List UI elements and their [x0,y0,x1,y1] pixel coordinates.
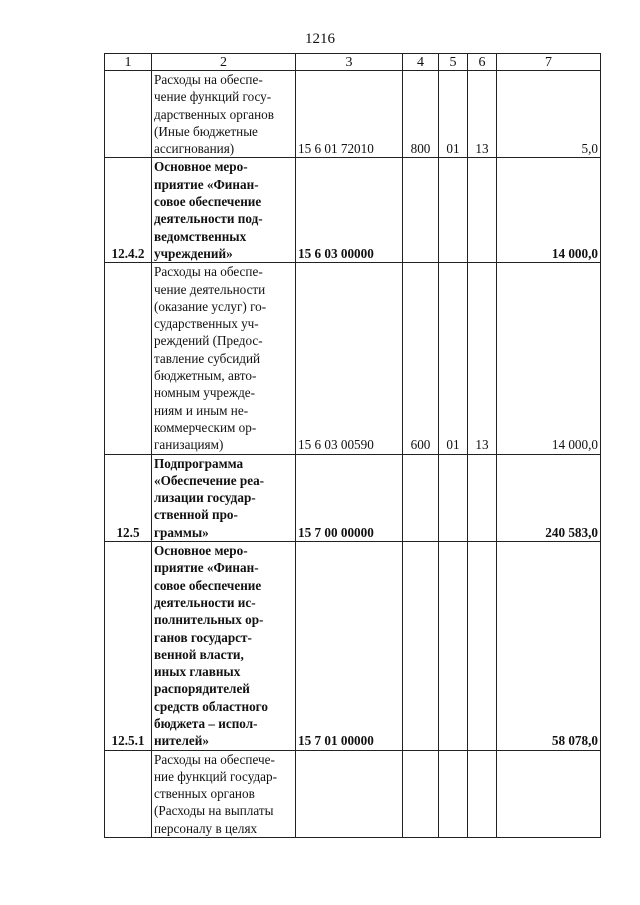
table-row [105,454,601,541]
column-header: 5 [439,54,468,71]
row-name-line: деятельности ис- [154,594,256,610]
row-name-line: средств областного [154,698,268,714]
row-number [105,263,152,454]
row-name-line: Подпрограмма [154,455,244,471]
row-name [152,71,296,158]
expense-type [403,542,439,751]
section-code [439,750,468,837]
row-name-line: реждений (Предос- [154,333,263,349]
amount: 14 000,0 [497,158,601,263]
row-name-line: (Иные бюджетные [154,123,258,139]
column-header: 7 [497,54,601,71]
budget-code: 15 6 03 00000 [296,158,403,263]
row-name-line: ганов государст- [154,629,252,645]
table-row [105,71,601,158]
subsection-code [468,750,497,837]
row-number: 12.5 [105,454,152,541]
row-name-line: нителей» [154,733,209,749]
row-name [152,158,296,263]
row-name-line: распорядителей [154,681,250,697]
row-name-line: (оказание услуг) го- [154,298,267,314]
subsection-code: 13 [468,71,497,158]
budget-code: 15 6 03 00590 [296,263,403,454]
subsection-code [468,158,497,263]
row-name [152,750,296,837]
row-number: 12.5.1 [105,542,152,751]
column-header: 1 [105,54,152,71]
column-header: 2 [152,54,296,71]
amount: 58 078,0 [497,542,601,751]
table-row [105,542,601,751]
row-name-line: персоналу в целях [154,820,258,836]
budget-code [296,750,403,837]
row-name-line: Расходы на обеспе- [154,72,263,87]
row-name-line: деятельности под- [154,211,263,227]
row-name-line: совое обеспечение [154,577,262,593]
amount: 14 000,0 [497,263,601,454]
subsection-code [468,454,497,541]
column-header: 4 [403,54,439,71]
row-name-line: ние функций государ- [154,768,278,784]
row-name-line: граммы» [154,524,209,540]
row-name-line: дарственных органов [154,106,274,122]
row-name [152,454,296,541]
expense-type [403,750,439,837]
table-row [105,750,601,837]
expense-type: 800 [403,71,439,158]
row-name-line: чение функций госу- [154,89,272,105]
row-number [105,71,152,158]
table-row [105,158,601,263]
expense-type: 600 [403,263,439,454]
row-name-line: Основное меро- [154,543,248,559]
section-code [439,542,468,751]
budget-code: 15 7 01 00000 [296,542,403,751]
row-name-line: венной власти, [154,646,244,662]
amount: 5,0 [497,71,601,158]
row-name-line: тавление субсидий [154,350,261,366]
row-name-line: полнительных ор- [154,612,264,628]
row-name-line: бюджетным, авто- [154,368,257,384]
row-name-line: учреждений» [154,245,233,261]
row-name-line: чение деятельности [154,281,266,297]
row-name-line: (Расходы на выплаты [154,803,274,819]
row-name-line: сударственных уч- [154,316,259,332]
row-number: 12.4.2 [105,158,152,263]
section-code: 01 [439,263,468,454]
row-name-line: ниям и иным не- [154,402,249,418]
column-header: 6 [468,54,497,71]
budget-code: 15 6 01 72010 [296,71,403,158]
expense-type [403,158,439,263]
row-name-line: совое обеспечение [154,194,262,210]
budget-code: 15 7 00 00000 [296,454,403,541]
row-name-line: ассигнования) [154,141,235,157]
section-code [439,454,468,541]
subsection-code [468,542,497,751]
row-name [152,542,296,751]
subsection-code: 13 [468,263,497,454]
row-name-line: иных главных [154,664,241,680]
amount [497,750,601,837]
row-name-line: лизации государ- [154,490,256,506]
row-number [105,750,152,837]
budget-table [104,53,601,838]
row-name-line: Расходы на обеспече- [154,751,275,767]
expense-type [403,454,439,541]
row-name-line: ственных органов [154,786,255,802]
row-name [152,263,296,454]
row-name-line: ведомственных [154,228,247,244]
row-name-line: Основное меро- [154,159,248,175]
row-name-line: ганизациям) [154,437,224,453]
row-name-line: ственной про- [154,507,238,523]
column-header: 3 [296,54,403,71]
section-code [439,158,468,263]
row-name-line: коммерческим ор- [154,419,257,435]
row-name-line: приятие «Финан- [154,560,259,576]
row-name-line: бюджета – испол- [154,715,258,731]
row-name-line: номным учрежде- [154,385,256,401]
amount: 240 583,0 [497,454,601,541]
row-name-line: Расходы на обеспе- [154,264,263,280]
table-header-row [105,54,601,71]
table-row [105,263,601,454]
row-name-line: приятие «Финан- [154,176,259,192]
section-code: 01 [439,71,468,158]
page-number: 1216 [305,31,335,47]
row-name-line: «Обеспечение реа- [154,472,265,488]
